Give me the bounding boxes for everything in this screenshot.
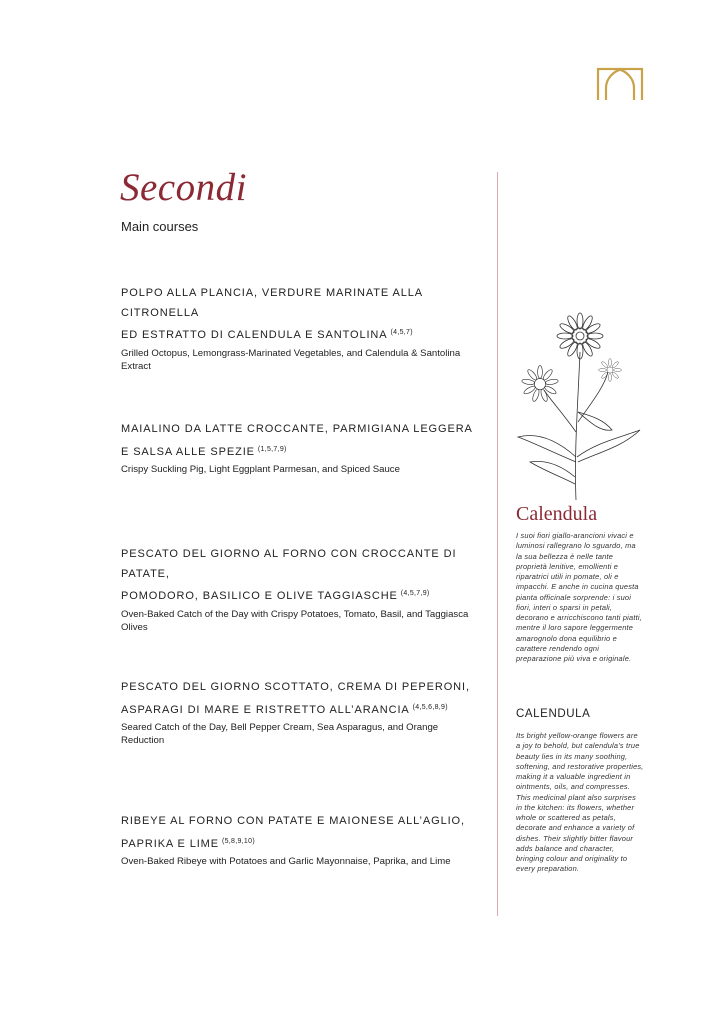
dish-title: PESCATO DEL GIORNO AL FORNO CON CROCCANTE DI PATATE, POMODORO, BASILICO E OLIVE TAGGIASCHE $^{(4,5,7,9)}$ xyxy=(121,548,457,602)
dish-item xyxy=(121,284,481,373)
allergens: (1,5,7,9) xyxy=(257,445,287,453)
dish-item xyxy=(121,545,481,634)
dish-item xyxy=(121,678,481,747)
allergens: (5,8,9,10) xyxy=(221,837,255,845)
sidebar-text-english: Its bright yellow-orange flowers are a joy to behold, but calendula’s true beauty lies in its many soothing, softening, and restorative properties, making it a valuable ingredient in ointments, oils, and compresses. This medicinal plant also surprises in the kitchen: its flowers, whether whole or scattered as petals, decorate and enhance a variety of dishes. Their slightly bitter flavour adds balance and character, bringing colour and originality to every preparation. xyxy=(516,731,644,874)
dish-description: Crispy Suckling Pig, Light Eggplant Parmesan, and Spiced Sauce xyxy=(121,464,400,475)
logo-icon xyxy=(596,66,644,100)
calendula-flower-illustration xyxy=(512,312,647,502)
dish-description: Grilled Octopus, Lemongrass-Marinated Vegetables, and Calendula & Santolina Extract xyxy=(121,347,461,372)
sidebar-title: Calendula xyxy=(516,503,598,525)
column-divider xyxy=(497,172,498,916)
allergens: (4,5,6,8,9) xyxy=(412,703,448,711)
dish-description: Seared Catch of the Day, Bell Pepper Cream, Sea Asparagus, and Orange Reduction xyxy=(121,722,439,746)
allergens: (4,5,7,9) xyxy=(400,590,430,597)
dish-description: Oven-Baked Ribeye with Potatoes and Garlic Mayonnaise, Paprika, and Lime xyxy=(121,856,451,867)
dish-title: MAIALINO DA LATTE CROCCANTE, PARMIGIANA LEGGERA E SALSA ALLE SPEZIE $^{(1,5,7,9)}$ xyxy=(121,423,473,458)
sidebar-text-italian: I suoi fiori giallo-arancioni vivaci e luminosi rallegrano lo sguardo, ma la sua bellezza è nelle tante proprietà lenitive, emollienti e riparatrici utili in pomate, oli e impacchi. E anche in cucina questa pianta officinale sorprende: i suoi fiori, interi o sparsi in petali, decorano e arricchiscono tanti piatti, mentre il loro sapore leggermente amarognolo dona equilibrio e carattere rendendo ogni preparazione più viva e originale. xyxy=(516,531,642,663)
dish-title: RIBEYE AL FORNO CON PATATE E MAIONESE ALL’AGLIO, PAPRIKA E LIME $^{(5,8,9,10)}$ xyxy=(121,815,465,850)
dish-item xyxy=(121,812,481,868)
sidebar-heading-english: CALENDULA xyxy=(516,708,591,720)
page-subtitle: Main courses xyxy=(121,219,199,234)
dish-title: PESCATO DEL GIORNO SCOTTATO, CREMA DI PEPERONI, ASPARAGI DI MARE E RISTRETTO ALL’ARANCIA $^{(4,5,6,8,9)}$ xyxy=(121,681,470,716)
dish-item xyxy=(121,420,481,476)
dish-description: Oven-Baked Catch of the Day with Crispy Potatoes, Tomato, Basil, and Taggiasca Olives xyxy=(121,608,469,633)
page-title: Secondi xyxy=(120,166,247,209)
dish-title: POLPO ALLA PLANCIA, VERDURE MARINATE ALLA CITRONELLA ED ESTRATTO DI CALENDULA E SANTOLINA $^{(4,5,7)}$ xyxy=(121,287,423,341)
allergens: (4,5,7) xyxy=(390,329,413,336)
